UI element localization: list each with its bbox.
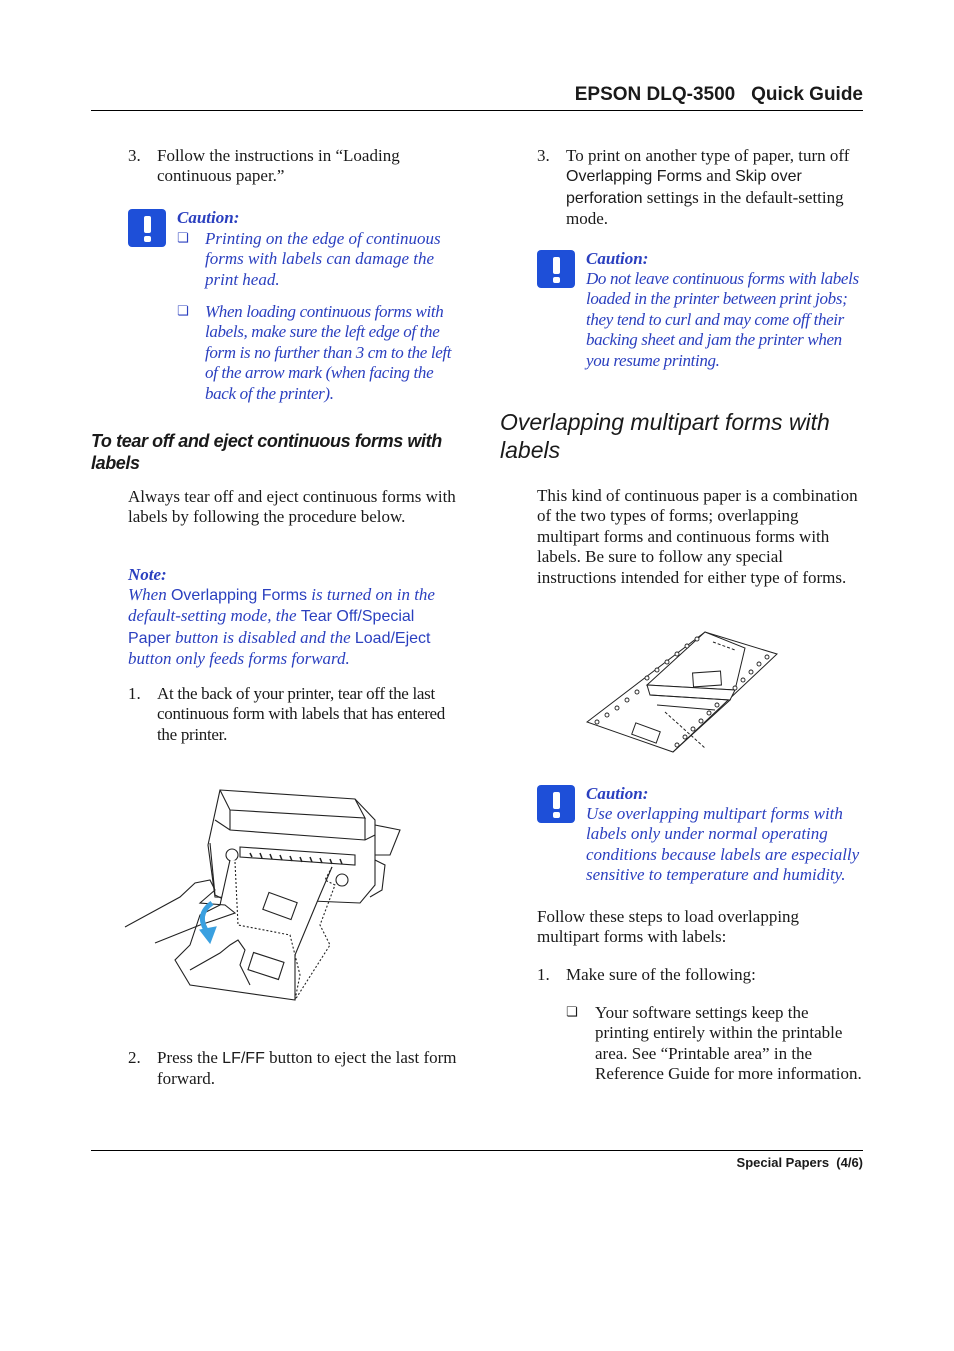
- header-rule: [91, 110, 863, 111]
- caution-text-labels-loaded: Do not leave continuous forms with labels loaded in the printer between print jobs; they tend to curl and may come off their backing sheet and jam the printer when you resume printing.: [586, 269, 859, 370]
- page-footer: Special Papers (4/6): [736, 1155, 863, 1170]
- overlapping-forms-illustration: [585, 630, 780, 755]
- note-text: When Overlapping Forms is turned on in the default-setting mode, the Tear Off/Special Paper button is disabled and the Load/Eject button only feeds forms forward.: [128, 585, 435, 669]
- intro-paragraph: Always tear off and eject continuous forms with labels by following the procedure below.: [128, 487, 456, 527]
- exclamation-icon: [537, 785, 575, 823]
- footer-rule: [91, 1150, 863, 1151]
- exclamation-icon: [128, 209, 166, 247]
- note-title: Note:: [128, 565, 167, 584]
- caution-text-temperature: Use overlapping multipart forms with labels only under normal operating conditions because labels are especially sensitive to temperature and humidity.: [586, 804, 860, 885]
- follow-steps-paragraph: Follow these steps to load overlapping multipart forms with labels:: [537, 907, 800, 947]
- caution-title: Caution:: [177, 208, 240, 227]
- page-header-title: EPSON DLQ-3500 Quick Guide: [574, 84, 863, 105]
- printer-tear-off-illustration: [120, 785, 410, 1005]
- exclamation-icon: [537, 250, 575, 288]
- lf-ff-button-label: LF/FF: [222, 1050, 265, 1067]
- caution-title: Caution:: [586, 249, 649, 268]
- subheading-tear-off: To tear off and eject continuous forms with labels: [91, 431, 442, 473]
- section-heading-overlapping: Overlapping multipart forms with labels: [500, 409, 830, 463]
- overlap-paragraph: This kind of continuous paper is a combination of the two types of forms; overlapping multipart forms and continuous forms with labels. Be sure to follow any special instructions intended for either type of forms.: [537, 486, 858, 587]
- caution-title: Caution:: [586, 784, 649, 803]
